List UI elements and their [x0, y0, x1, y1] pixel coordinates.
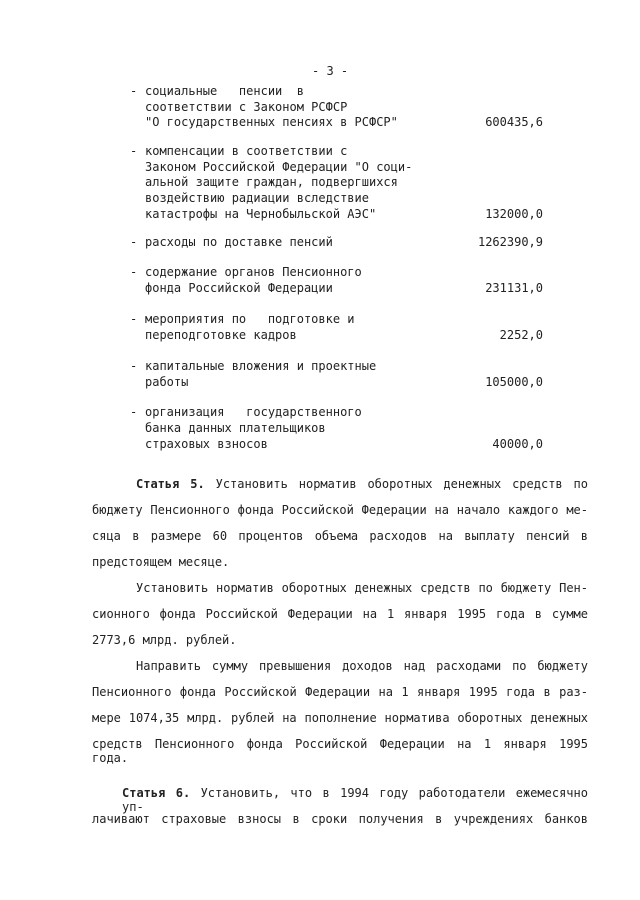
- item-text-line: соответствии с Законом РСФСР: [145, 100, 348, 114]
- text-line: мере 1074,35 млрд. рублей на пополнение норматива оборотных денежных: [92, 711, 588, 725]
- item-text-line: расходы по доставке пенсий: [145, 235, 333, 249]
- item-text-line: катастрофы на Чернобыльской АЭС": [145, 207, 377, 221]
- text-line: Установить, что в 1994 году работодатели ежемесячно уп-: [122, 786, 588, 814]
- item-text-line: страховых взносов: [145, 437, 268, 451]
- item-text-line: социальные пенсии в: [145, 84, 304, 98]
- item-value: 600435,6: [485, 115, 543, 129]
- item-text-line: капитальные вложения и проектные: [145, 359, 377, 373]
- bullet-dash: -: [130, 312, 138, 326]
- item-value: 132000,0: [485, 207, 543, 221]
- item-text-line: альной защите граждан, подвергшихся: [145, 175, 398, 189]
- text-line: средств Пенсионного фонда Российской Федерации на 1 января 1995 года.: [92, 737, 588, 765]
- item-value: 105000,0: [485, 375, 543, 389]
- item-value: 2252,0: [499, 328, 543, 342]
- item-text-line: организация государственного: [145, 405, 362, 419]
- bullet-dash: -: [130, 265, 138, 279]
- text-line: предстоящем месяце.: [92, 555, 230, 569]
- bullet-dash: -: [130, 359, 138, 373]
- text-line: Установить норматив оборотных денежных средств по бюджету Пен-: [136, 581, 588, 595]
- article-heading: Статья 5.: [136, 477, 205, 491]
- text-line: сионного фонда Российской Федерации на 1 января 1995 года в сумме: [92, 607, 588, 621]
- item-value: 1262390,9: [477, 235, 543, 249]
- bullet-dash: -: [130, 144, 138, 158]
- item-value: 40000,0: [492, 437, 543, 451]
- item-text-line: "О государственных пенсиях в РСФСР": [145, 115, 398, 129]
- item-text-line: воздействию радиации вследствие: [145, 191, 369, 205]
- item-text-line: Законом Российской Федерации "О соци-: [145, 160, 413, 174]
- article-heading: Статья 6.: [122, 786, 191, 800]
- bullet-dash: -: [130, 405, 138, 419]
- text-line: Установить норматив оборотных денежных средств по: [215, 477, 588, 491]
- text-line: лачивают страховые взносы в сроки получения в учреждениях банков: [92, 812, 588, 826]
- item-value: 231131,0: [485, 281, 543, 295]
- text-line: Направить сумму превышения доходов над расходами по бюджету: [136, 659, 588, 673]
- item-text-line: содержание органов Пенсионного: [145, 265, 362, 279]
- text-line: 2773,6 млрд. рублей.: [92, 633, 237, 647]
- text-line: Пенсионного фонда Российской Федерации на 1 января 1995 года в раз-: [92, 685, 588, 699]
- bullet-dash: -: [130, 84, 138, 98]
- item-text-line: работы: [145, 375, 189, 389]
- item-text-line: фонда Российской Федерации: [145, 281, 333, 295]
- item-text-line: компенсации в соответствии с: [145, 144, 348, 158]
- text-line: сяца в размере 60 процентов объема расходов на выплату пенсий в: [92, 529, 588, 543]
- text-line: бюджету Пенсионного фонда Российской Федерации на начало каждого ме-: [92, 503, 588, 517]
- bullet-dash: -: [130, 235, 138, 249]
- item-text-line: банка данных плательщиков: [145, 421, 326, 435]
- item-text-line: мероприятия по подготовке и: [145, 312, 355, 326]
- page-number: - 3 -: [312, 64, 349, 78]
- item-text-line: переподготовке кадров: [145, 328, 297, 342]
